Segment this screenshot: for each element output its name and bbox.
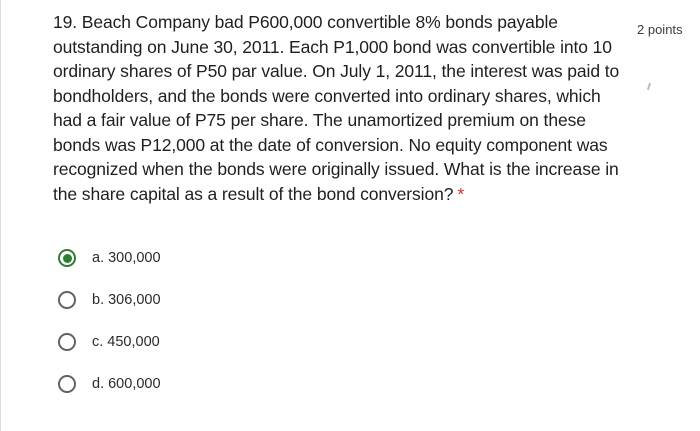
radio-unselected-icon[interactable] — [58, 375, 76, 393]
option-b[interactable] — [58, 288, 161, 312]
points-label: 2 points — [637, 22, 683, 37]
pen-mark — [647, 83, 651, 90]
option-label: d. 600,000 — [92, 376, 161, 392]
question-body: 19. Beach Company bad P600,000 convertible 8% bonds payable outstanding on June 30, 2011. Each P1,000 bond was convertible into 10 ordinary shares of P50 par value. On July 1, 2011, the interest was paid to bondholders, and the bonds were converted into ordinary shares, which had a fair value of P75 per share. The unamortized premium on these bonds was P12,000 at the date of conversion. No equity component was recognized when the bonds were originally issued. What is the increase in the share capital as a result of the bond conversion? — [53, 12, 620, 204]
required-marker: * — [457, 183, 465, 204]
radio-selected-icon[interactable] — [58, 249, 76, 267]
option-a[interactable] — [58, 246, 161, 270]
question-text — [53, 10, 623, 206]
radio-unselected-icon[interactable] — [58, 333, 76, 351]
option-label: c. 450,000 — [92, 334, 160, 350]
option-label: b. 306,000 — [92, 292, 161, 308]
radio-unselected-icon[interactable] — [58, 291, 76, 309]
option-d[interactable] — [58, 372, 161, 396]
option-c[interactable] — [58, 330, 160, 354]
option-label: a. 300,000 — [92, 250, 161, 266]
